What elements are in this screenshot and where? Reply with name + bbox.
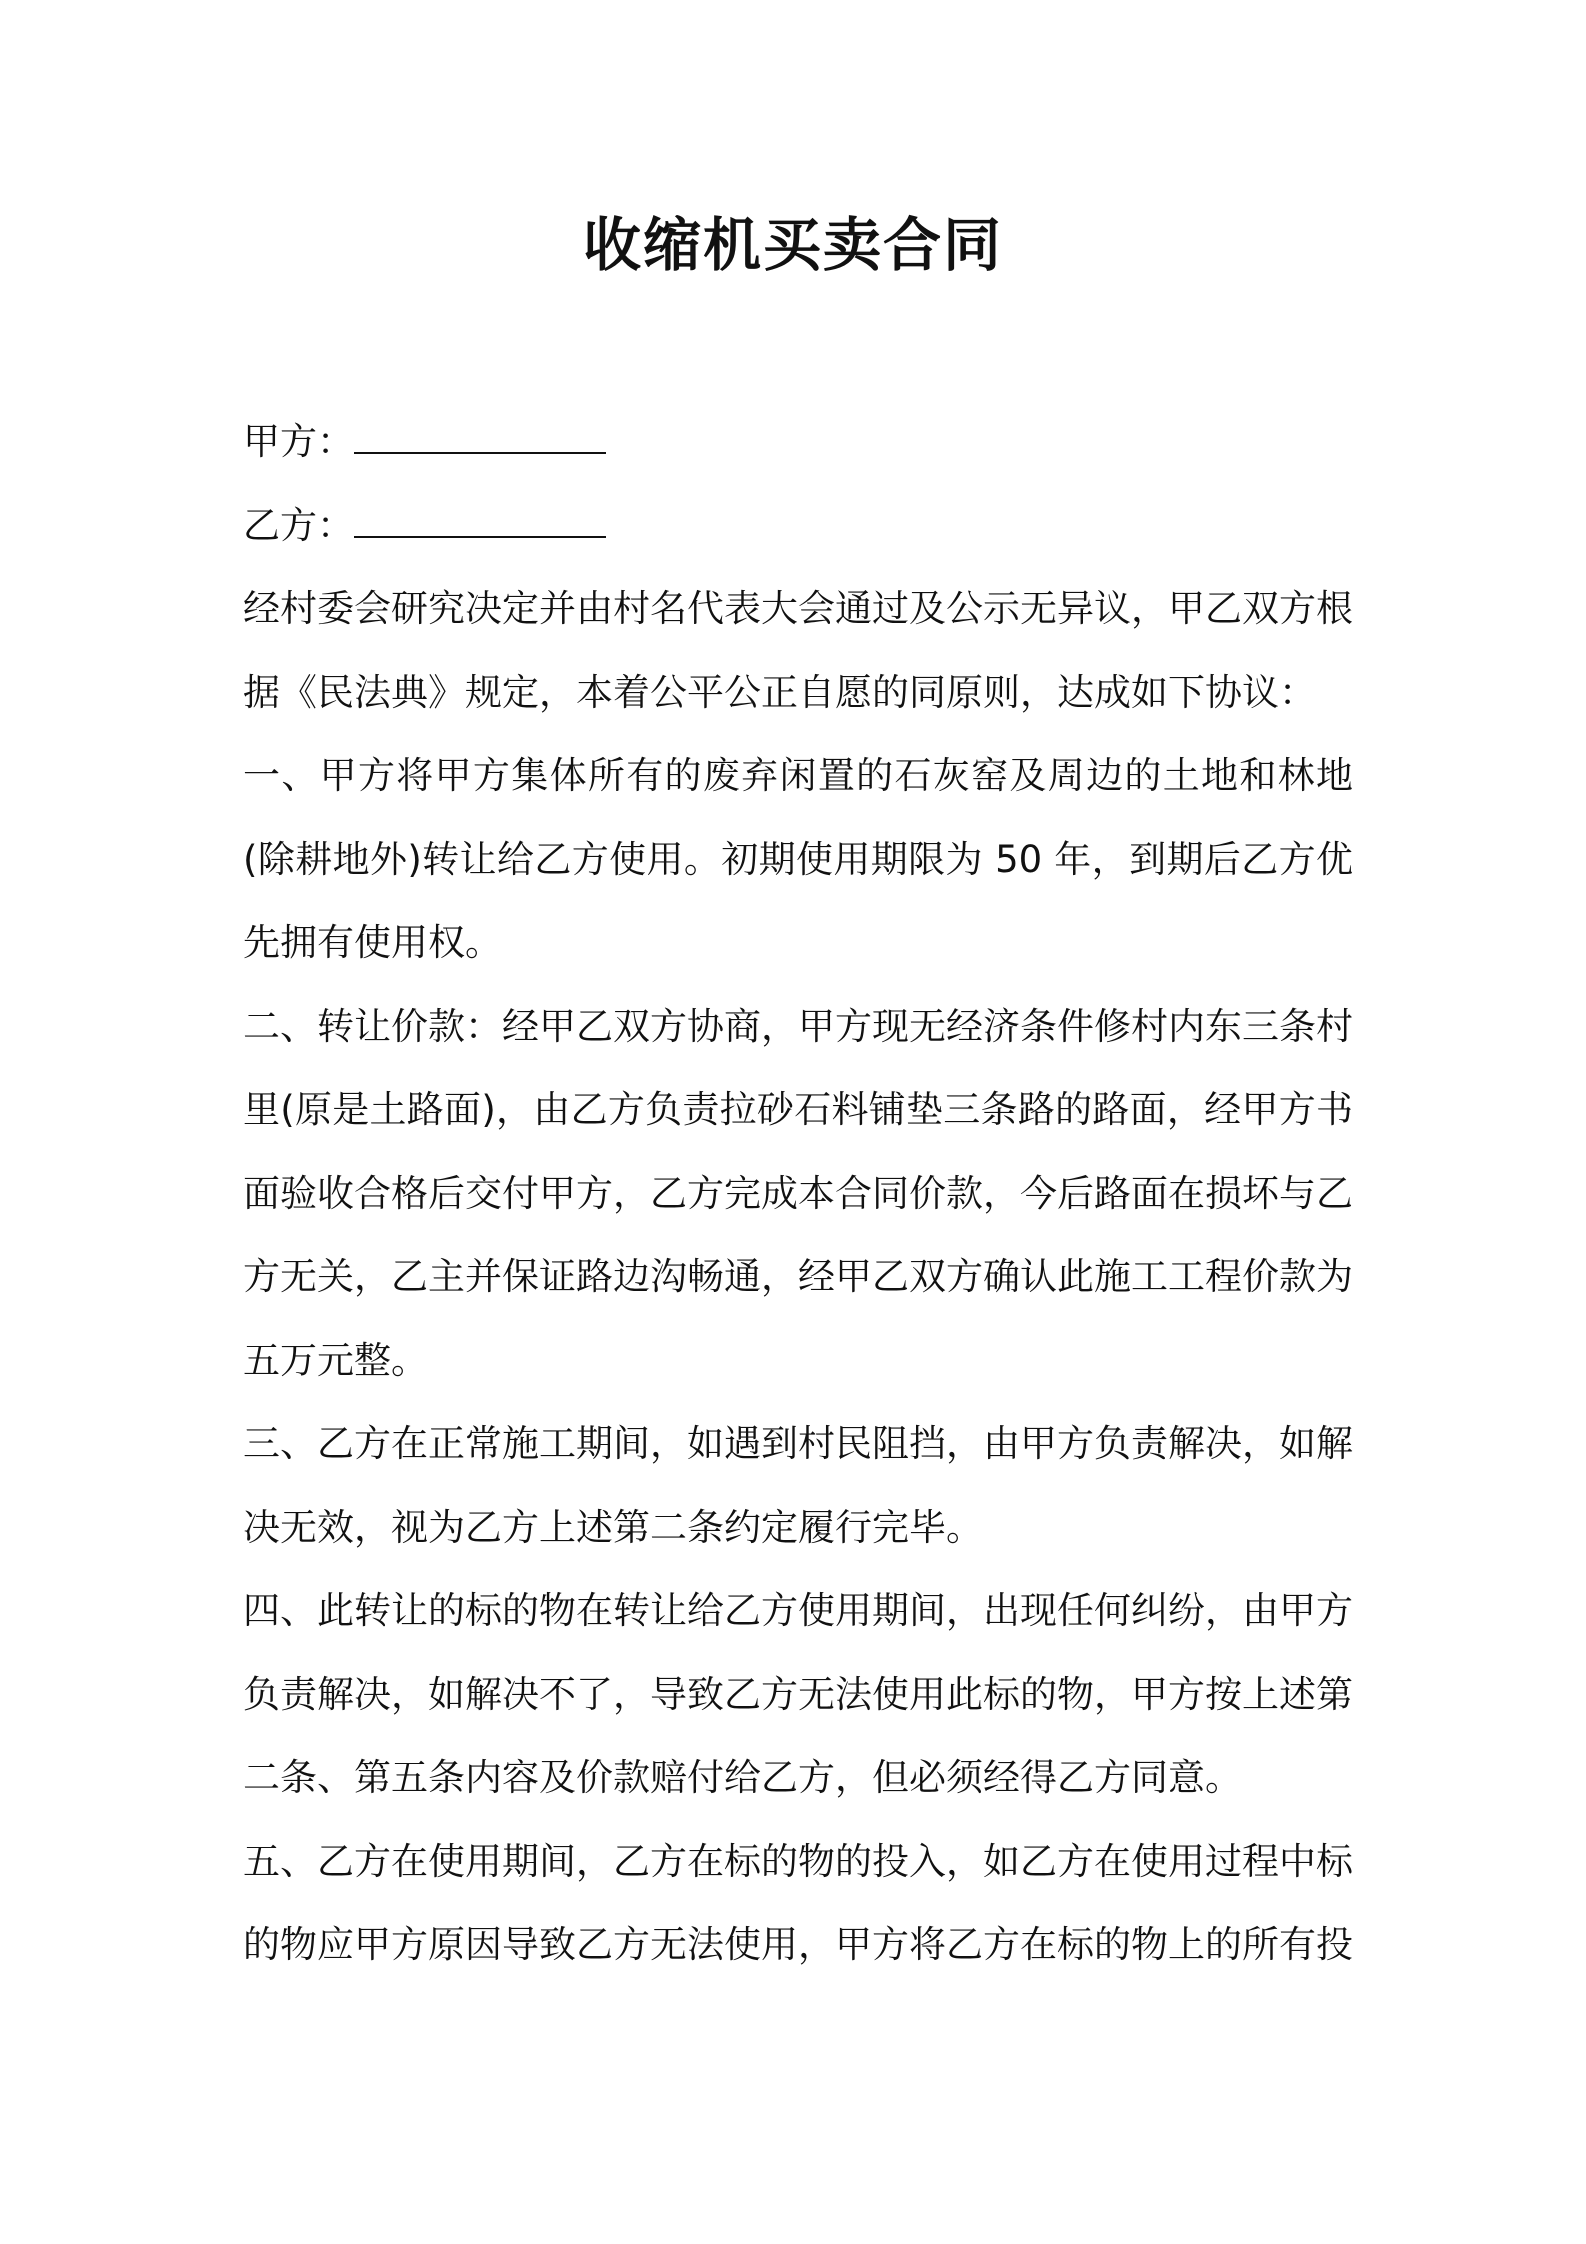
- document-body: [243, 400, 1353, 1987]
- party-b-field: [243, 484, 1353, 568]
- paragraph-line: 五、乙方在使用期间，乙方在标的物的投入，如乙方在使用过程中标: [243, 1839, 1353, 1883]
- paragraph-line: 里(原是土路面)，由乙方负责拉砂石料铺垫三条路的路面，经甲方书: [243, 1088, 1353, 1131]
- paragraph-line: 负责解决，如解决不了，导致乙方无法使用此标的物，甲方按上述第: [243, 1672, 1353, 1716]
- party-b-label: 乙方：: [243, 503, 354, 547]
- paragraph-line: 决无效，视为乙方上述第二条约定履行完毕。: [243, 1505, 983, 1549]
- party-b-blank[interactable]: [354, 502, 606, 538]
- paragraph-line: 的物应甲方原因导致乙方无法使用，甲方将乙方在标的物上的所有投: [243, 1923, 1353, 1966]
- paragraph-line: 据《民法典》规定，本着公平公正自愿的同原则，达成如下协议：: [243, 670, 1316, 714]
- paragraph-line: 二条、第五条内容及价款赔付给乙方，但必须经得乙方同意。: [243, 1756, 1242, 1799]
- paragraph-line: 四、此转让的标的物在转让给乙方使用期间，出现任何纠纷，由甲方: [243, 1589, 1353, 1632]
- paragraph-line: 面验收合格后交付甲方，乙方完成本合同价款，今后路面在损坏与乙: [243, 1171, 1353, 1215]
- party-a-blank[interactable]: [354, 418, 606, 454]
- paragraph-line: 三、乙方在正常施工期间，如遇到村民阻挡，由甲方负责解决，如解: [243, 1422, 1353, 1465]
- document-title: 收缩机买卖合同: [582, 211, 1003, 279]
- paragraph-line: 经村委会研究决定并由村名代表大会通过及公示无异议，甲乙双方根: [243, 587, 1353, 630]
- paragraph-line: 二、转让价款：经甲乙双方协商，甲方现无经济条件修村内东三条村: [243, 1004, 1353, 1048]
- paragraph-line: (除耕地外)转让给乙方使用。初期使用期限为 50 年，到期后乙方优: [243, 837, 1353, 881]
- paragraph-line: 先拥有使用权。: [243, 921, 502, 964]
- party-a-field: [243, 400, 1353, 484]
- paragraph-line: 一、甲方将甲方集体所有的废弃闲置的石灰窑及周边的土地和林地: [243, 754, 1353, 797]
- party-a-label: 甲方：: [243, 420, 354, 463]
- paragraph-line: 方无关，乙主并保证路边沟畅通，经甲乙双方确认此施工工程价款为: [243, 1255, 1353, 1298]
- paragraph-line: 五万元整。: [243, 1338, 428, 1382]
